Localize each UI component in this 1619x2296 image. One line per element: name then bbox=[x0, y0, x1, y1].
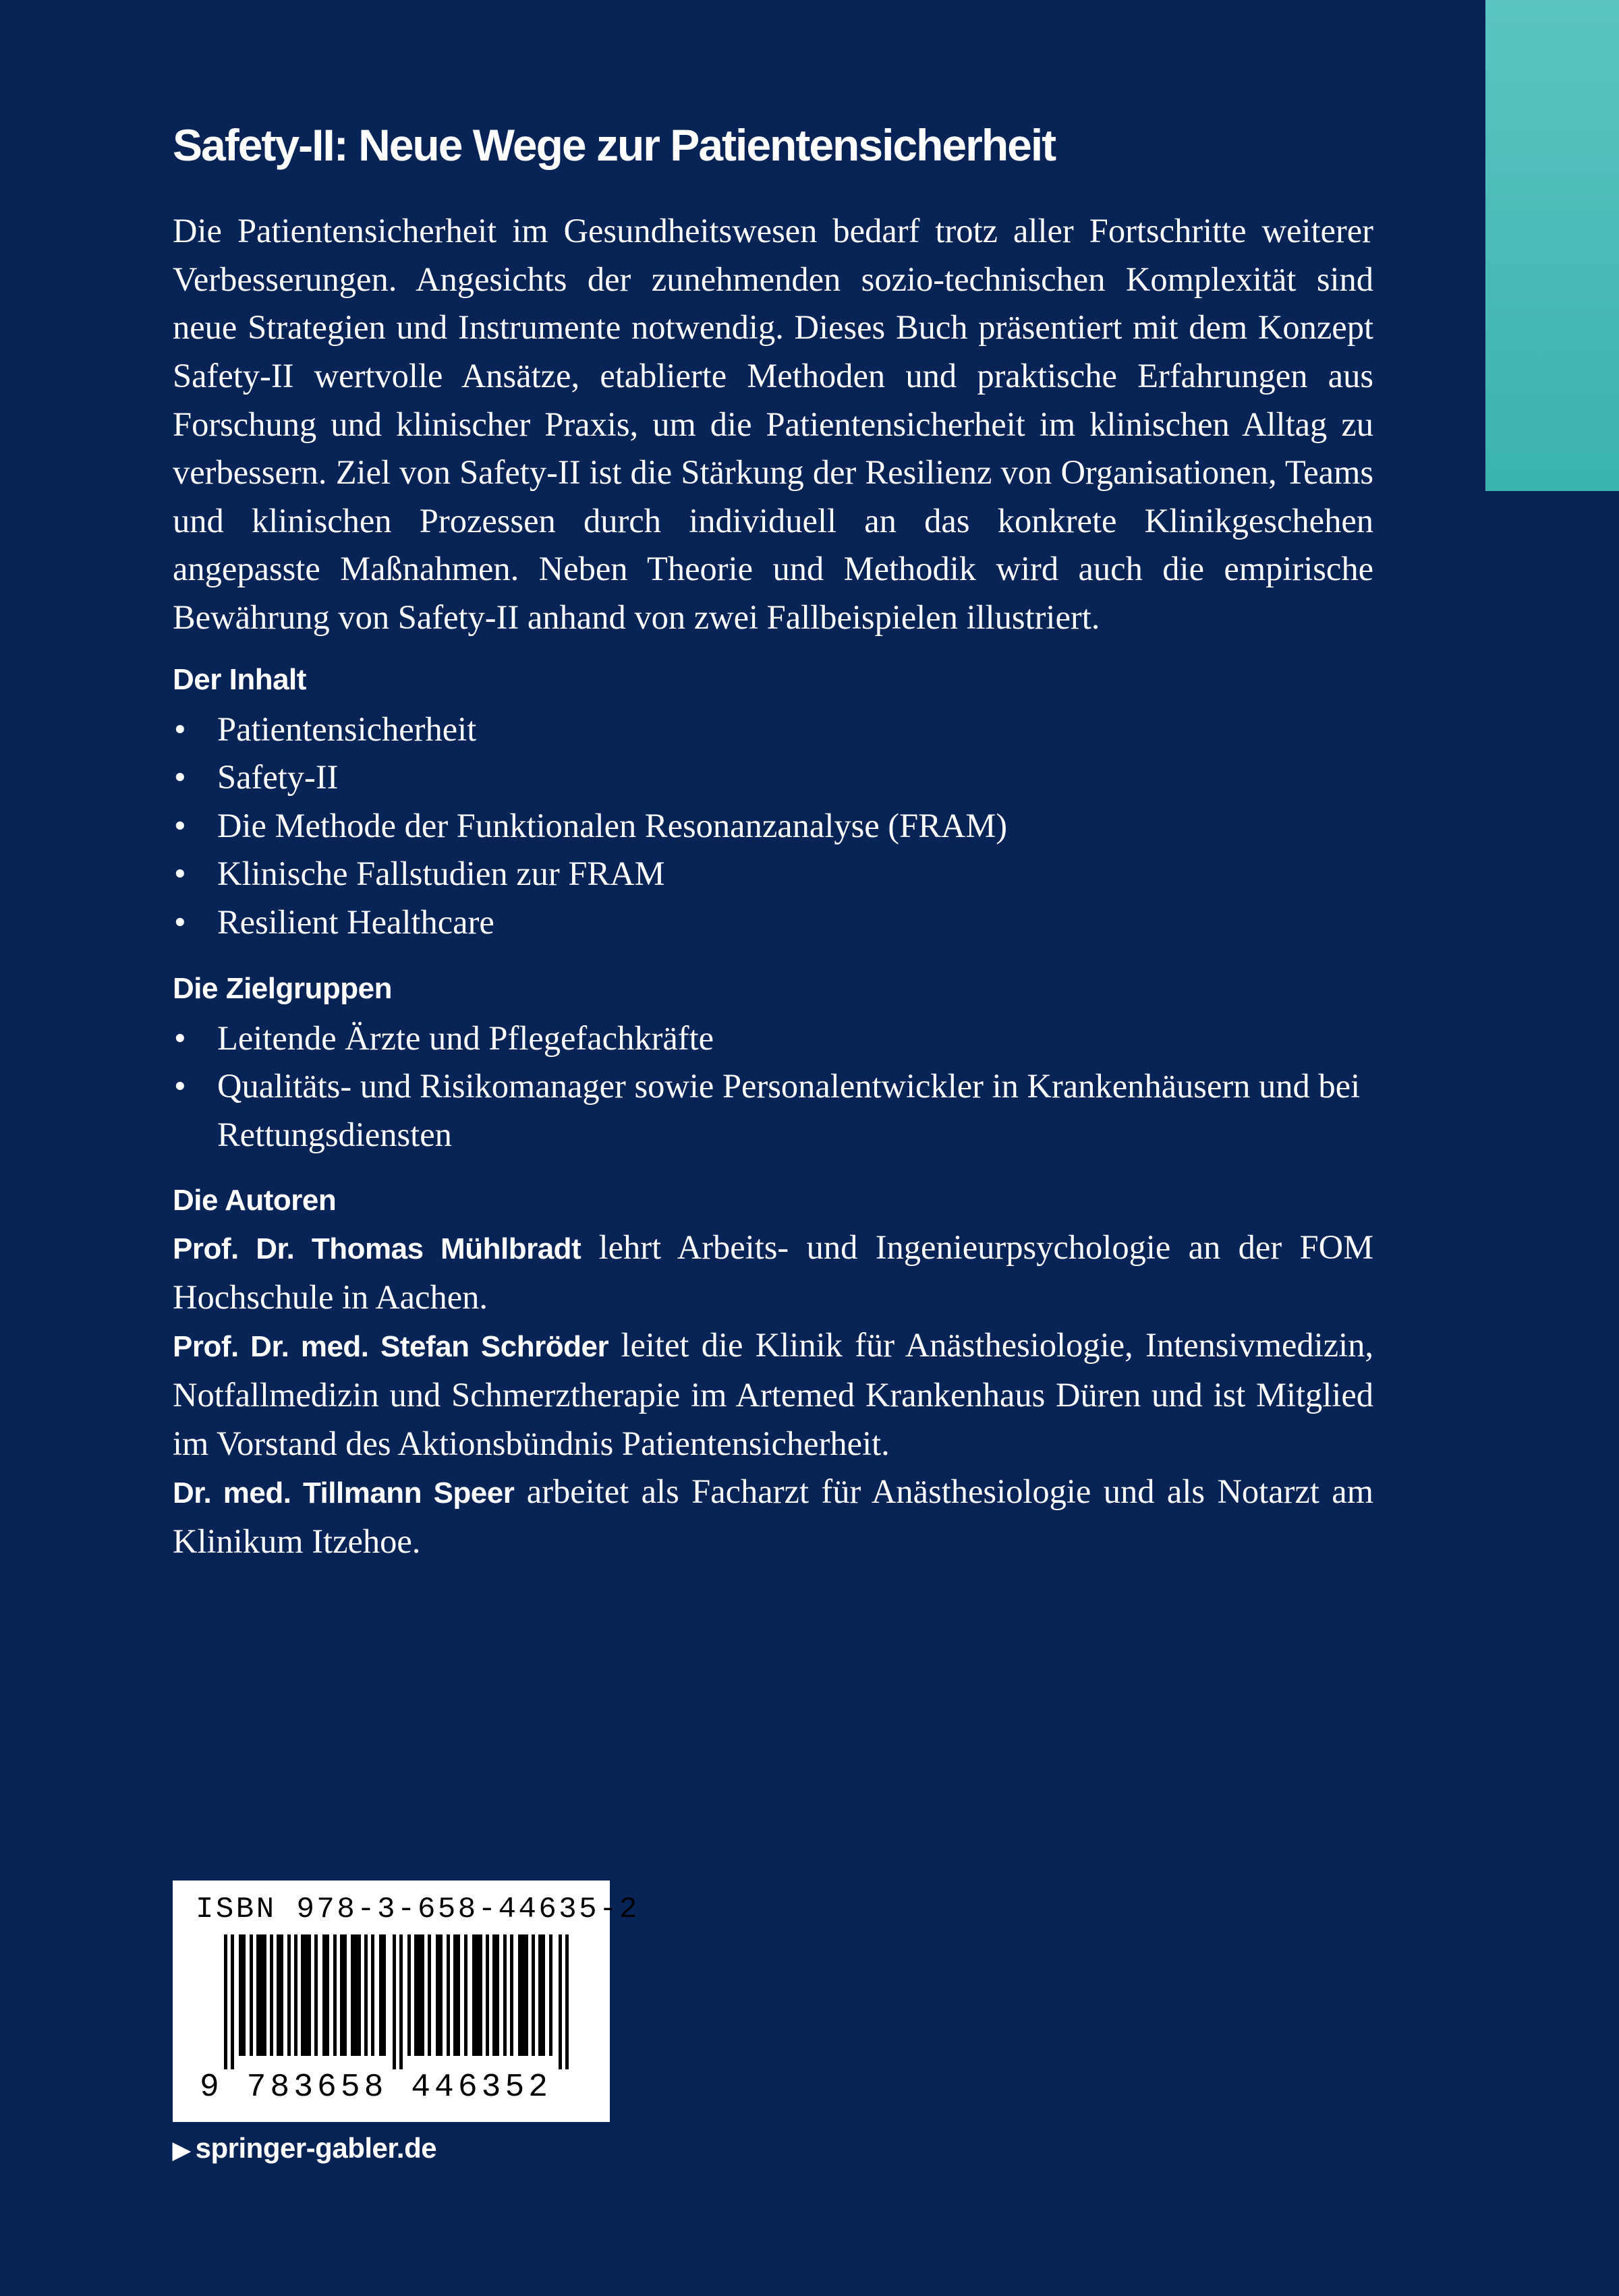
barcode-bars bbox=[224, 1934, 575, 2069]
audience-list bbox=[173, 1014, 1373, 1159]
bullet-icon: • bbox=[174, 1018, 186, 1057]
contents-list bbox=[173, 706, 1373, 947]
publisher-url: springer-gabler.de bbox=[195, 2132, 437, 2164]
author-name: Dr. med. Tillmann Speer bbox=[173, 1476, 515, 1510]
author-entry bbox=[173, 1468, 1373, 1566]
author-name: Prof. Dr. med. Stefan Schröder bbox=[173, 1330, 609, 1364]
bullet-icon: • bbox=[174, 806, 186, 844]
list-item: • Leitende Ärzte und Pflegefachkräfte bbox=[173, 1014, 1373, 1063]
bullet-icon: • bbox=[174, 710, 186, 748]
list-item: • Die Methode der Funktionalen Resonanzanalyse (FRAM) bbox=[173, 802, 1373, 851]
isbn-label: ISBN 978-3-658-44635-2 bbox=[196, 1893, 640, 1926]
bullet-icon: • bbox=[174, 855, 186, 893]
authors-heading: Die Autoren bbox=[173, 1184, 337, 1217]
audience-heading: Die Zielgruppen bbox=[173, 971, 392, 1005]
barcode-bar-group bbox=[224, 1934, 569, 2069]
author-bio: lehrt Arbeits- und Ingenieurpsychologie an der FOM Hochschule in Aachen. bbox=[173, 1228, 1374, 1316]
bullet-icon: • bbox=[174, 1067, 186, 1106]
list-item: • Klinische Fallstudien zur FRAM bbox=[173, 850, 1373, 898]
arrow-right-icon: ▶ bbox=[173, 2137, 190, 2163]
back-cover-content bbox=[173, 119, 1373, 1566]
list-item: • Safety-II bbox=[173, 753, 1373, 802]
author-entry bbox=[173, 1321, 1373, 1468]
list-item: • Patientensicherheit bbox=[173, 706, 1373, 754]
barcode-digits: 9 783658 446352 bbox=[200, 2069, 552, 2106]
author-entry bbox=[173, 1224, 1373, 1321]
bullet-icon: • bbox=[174, 902, 186, 941]
contents-heading: Der Inhalt bbox=[173, 662, 306, 696]
author-name: Prof. Dr. Thomas Mühlbradt bbox=[173, 1232, 581, 1266]
book-title: Safety-II: Neue Wege zur Patientensicherheit bbox=[173, 120, 1056, 170]
book-description: Die Patientensicherheit im Gesundheitswesen bedarf trotz aller Fortschritte weiterer Verbesserungen. Angesichts der zunehmenden sozio-technischen Komplexität sind neue Strategien und Instrumente notwendig. Dieses Buch präsentiert mit dem Konzept Safety-II wertvolle Ansätze, etablierte Methoden und praktische Erfahrungen aus Forschung und klinischer Praxis, um die Patientensicherheit im klinischen Alltag zu verbessern. Ziel von Safety-II ist die Stärkung der Resilienz von Organisationen, Teams und klinischen Prozessen durch individuell an das konkrete Klinikgeschehen angepasste Maßnahmen. Neben Theorie und Methodik wird auch die empirische Bewährung von Safety-II anhand von zwei Fallbeispielen illustriert. bbox=[173, 212, 1373, 636]
accent-bar bbox=[1485, 0, 1619, 491]
author-bio: leitet die Klinik für Anästhesiologie, Intensivmedizin, Notfallmedizin und Schmerztherapie im Artemed Krankenhaus Düren und ist Mitglied im Vorstand des Aktionsbündnis Patientensicherheit. bbox=[173, 1326, 1374, 1462]
list-item: • Qualitäts- und Risikomanager sowie Personalentwickler in Krankenhäusern und bei Rettungsdiensten bbox=[173, 1062, 1373, 1159]
list-item: • Resilient Healthcare bbox=[173, 898, 1373, 947]
bullet-icon: • bbox=[174, 758, 186, 797]
author-bio: arbeitet als Facharzt für Anästhesiologie und als Notarzt am Klinikum Itzehoe. bbox=[173, 1472, 1373, 1560]
isbn-barcode bbox=[173, 1881, 640, 2122]
publisher-link[interactable] bbox=[173, 2132, 436, 2164]
